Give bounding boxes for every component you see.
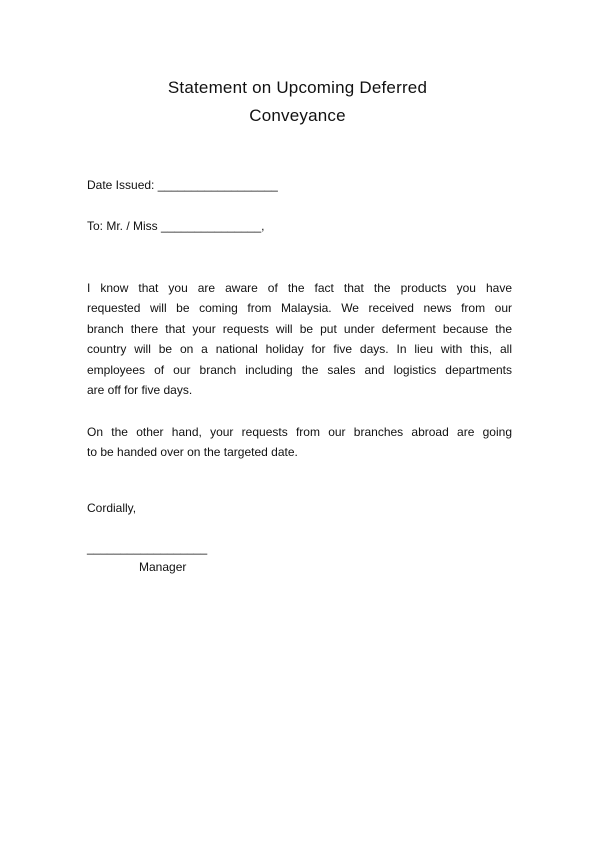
recipient-blank: _______________,	[161, 219, 265, 233]
signature-line: __________________	[87, 541, 208, 555]
paragraph-2-line: On the other hand, your requests from our branches abroad are going	[87, 425, 512, 439]
document-title	[0, 74, 595, 130]
body-paragraph-1	[87, 278, 512, 400]
paragraph-1-line: country will be on a national holiday for five days. In lieu with this, all	[87, 342, 512, 357]
title-line-1: Statement on Upcoming Deferred	[167, 78, 428, 97]
date-issued-line	[87, 177, 278, 193]
signature-title: Manager	[139, 560, 187, 574]
paragraph-1-line: are off for five days.	[87, 383, 193, 398]
paragraph-1-line: employees of our branch including the sales and logistics departments	[87, 362, 512, 377]
paragraph-1-line: branch there that your requests will be put under deferment because the	[87, 321, 512, 336]
date-label: Date Issued:	[87, 178, 155, 192]
title-line-2: Conveyance	[249, 106, 346, 125]
paragraph-2-line: to be handed over on the targeted date.	[87, 445, 298, 460]
paragraph-1-line: I know that you are aware of the fact that the products you have	[87, 281, 512, 295]
body-paragraph-2	[87, 422, 512, 463]
recipient-line	[87, 218, 264, 234]
paragraph-1-line: requested will be coming from Malaysia. We received news from our	[87, 301, 512, 316]
recipient-label: To: Mr. / Miss	[87, 219, 158, 233]
date-blank: __________________	[157, 178, 278, 192]
closing-text: Cordially,	[87, 501, 137, 515]
